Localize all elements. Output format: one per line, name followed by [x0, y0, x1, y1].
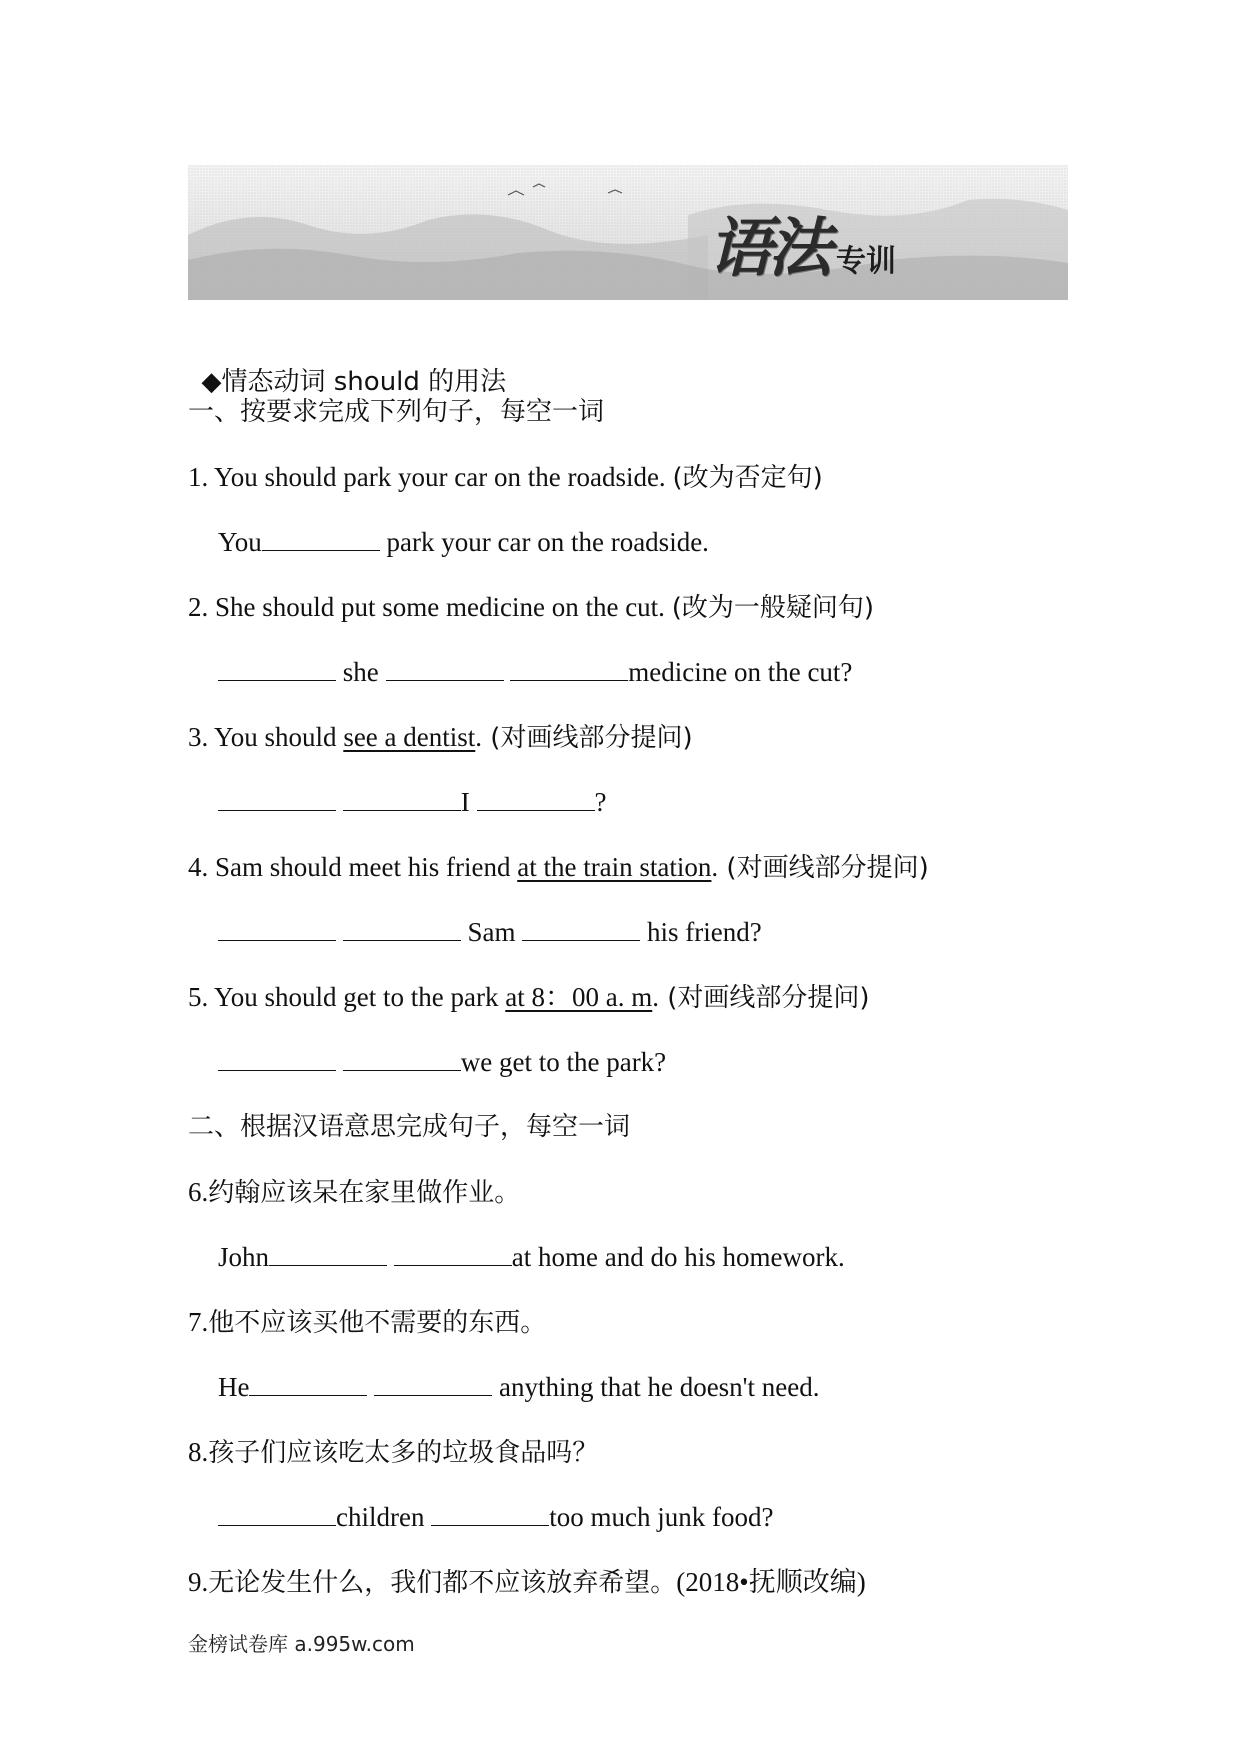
part1-heading: 一、按要求完成下列句子，每空一词 [188, 397, 605, 427]
answer-blank[interactable] [269, 1241, 387, 1266]
answer-blank[interactable] [522, 916, 640, 941]
question-2: 2. She should put some medicine on the cut. (改为一般疑问句) [188, 592, 874, 623]
answer-blank[interactable] [477, 786, 595, 811]
answer-blank[interactable] [218, 786, 336, 811]
underlined-phrase: at the train station [517, 852, 712, 882]
question-3: 3. You should see a dentist. (对画线部分提问) [188, 722, 693, 753]
answer-4: Sam his friend? [218, 915, 762, 949]
answer-blank[interactable] [218, 1046, 336, 1071]
answer-blank[interactable] [218, 916, 336, 941]
answer-1: You park your car on the roadside. [218, 527, 709, 557]
answer-2: she medicine on the cut? [218, 655, 852, 689]
underlined-phrase: see a dentist [343, 722, 476, 752]
mountain-landscape-image [188, 165, 1068, 300]
answer-blank[interactable] [394, 1241, 512, 1266]
question-9: 9.无论发生什么，我们都不应该放弃希望。(2018•抚顺改编) [188, 1567, 866, 1598]
answer-3: I ? [218, 785, 606, 819]
answer-blank[interactable] [249, 1371, 367, 1396]
answer-blank[interactable] [343, 1046, 461, 1071]
answer-6: John at home and do his homework. [218, 1242, 845, 1272]
banner-title-sub: 专训 [836, 244, 896, 279]
question-6: 6.约翰应该呆在家里做作业。 [188, 1177, 521, 1208]
question-1: 1. You should park your car on the roadside. (改为否定句) [188, 462, 823, 493]
question-5: 5. You should get to the park at 8：00 a. m. (对画线部分提问) [188, 982, 870, 1013]
answer-7: He anything that he doesn't need. [218, 1372, 820, 1402]
answer-blank[interactable] [262, 526, 380, 551]
answer-blank[interactable] [343, 916, 461, 941]
question-8: 8.孩子们应该吃太多的垃圾食品吗？ [188, 1437, 599, 1468]
answer-blank[interactable] [218, 1501, 336, 1526]
answer-5: we get to the park? [218, 1045, 666, 1079]
answer-8: children too much junk food? [218, 1500, 773, 1534]
answer-blank[interactable] [510, 656, 628, 681]
question-4: 4. Sam should meet his friend at the train station. (对画线部分提问) [188, 852, 929, 883]
section-heading: ◆情态动词 should 的用法 [201, 367, 507, 397]
answer-blank[interactable] [431, 1501, 549, 1526]
question-7: 7.他不应该买他不需要的东西。 [188, 1307, 547, 1338]
banner-title-main: 语法 [708, 211, 828, 286]
underlined-phrase: at 8：00 a. m [505, 982, 653, 1012]
answer-blank[interactable] [343, 786, 461, 811]
part2-heading: 二、根据汉语意思完成句子，每空一词 [188, 1112, 631, 1142]
answer-blank[interactable] [218, 656, 336, 681]
title-banner [188, 165, 1068, 300]
footer-watermark: 金榜试卷库 a.995w.com [188, 1632, 415, 1656]
answer-blank[interactable] [374, 1371, 492, 1396]
banner-title [708, 211, 896, 286]
answer-blank[interactable] [386, 656, 504, 681]
